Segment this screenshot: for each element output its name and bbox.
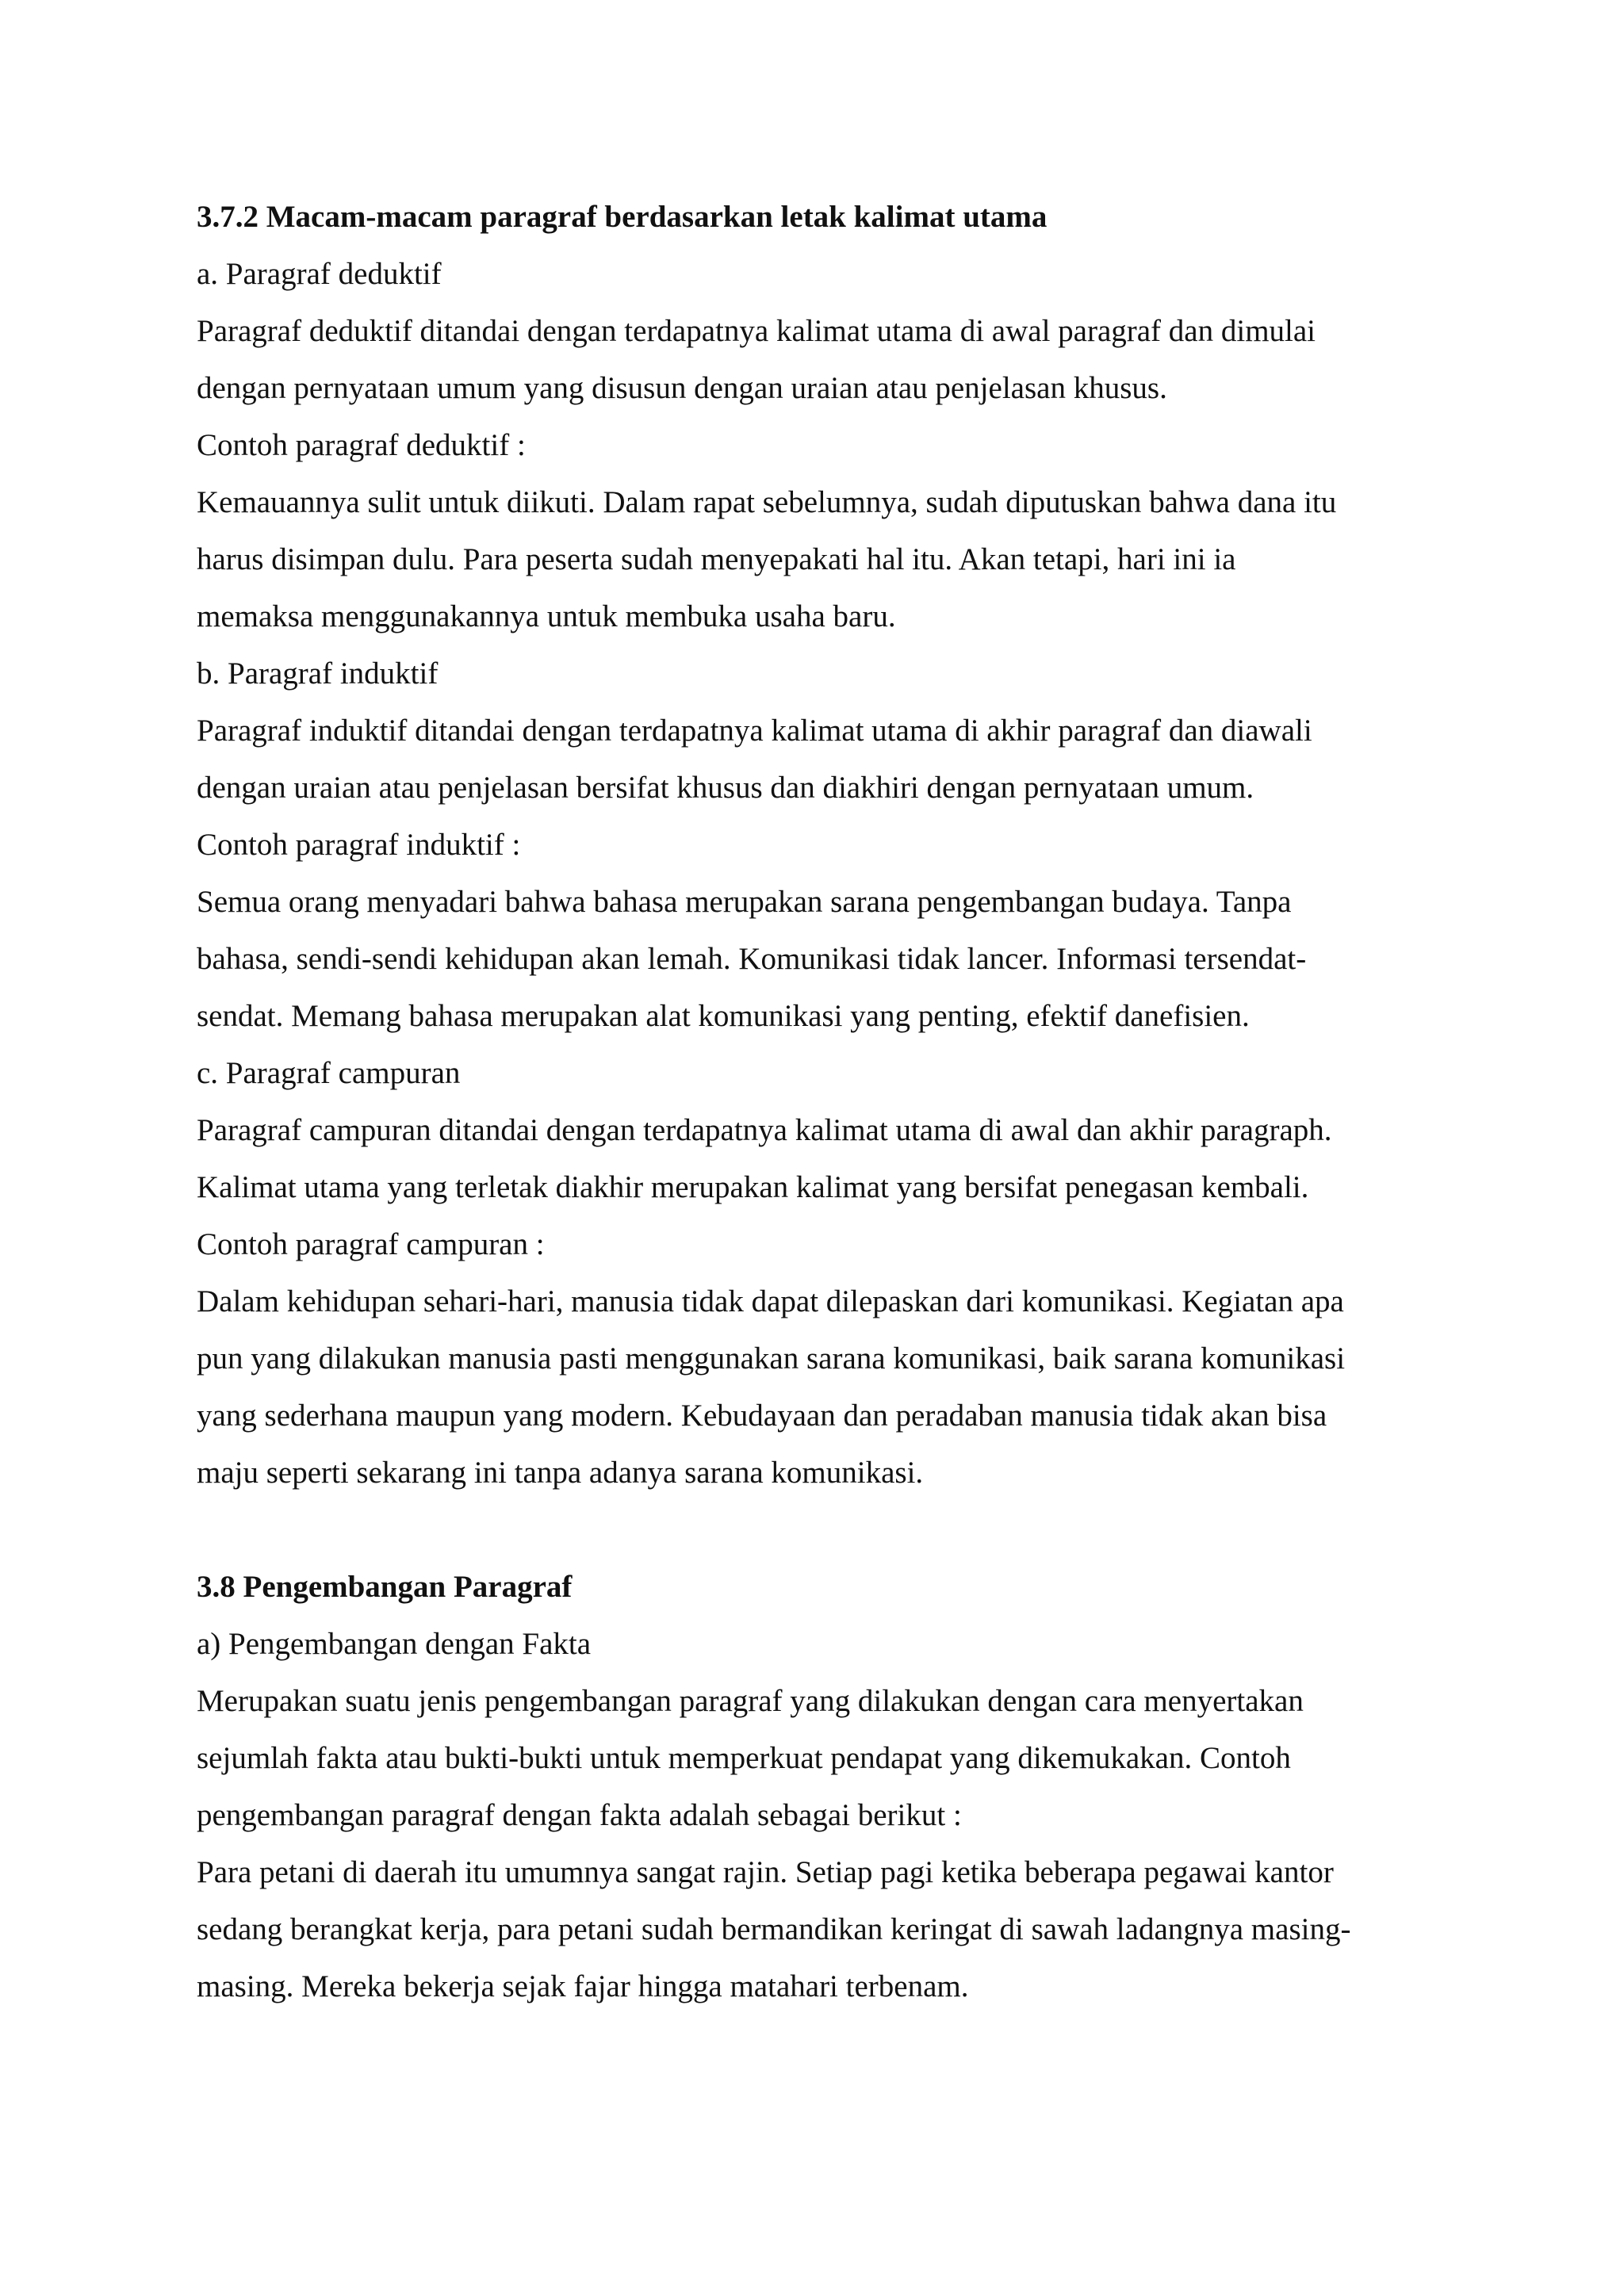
paragraph-line: Kalimat utama yang terletak diakhir merupakan kalimat yang bersifat penegasan kembali. (197, 1170, 1309, 1204)
paragraph-line: dengan uraian atau penjelasan bersifat khusus dan diakhiri dengan pernyataan umum. (197, 771, 1254, 805)
example-line: Dalam kehidupan sehari-hari, manusia tidak dapat dilepaskan dari komunikasi. Kegiatan apa (197, 1284, 1344, 1318)
subsection-title: b. Paragraf induktif (197, 656, 439, 691)
section-heading: 3.8 Pengembangan Paragraf (197, 1570, 573, 1604)
example-line: pun yang dilakukan manusia pasti menggunakan sarana komunikasi, baik sarana komunikasi (197, 1341, 1346, 1376)
paragraph-line: Paragraf induktif ditandai dengan terdapatnya kalimat utama di akhir paragraf dan diawali (197, 714, 1312, 748)
example-line: Para petani di daerah itu umumnya sangat rajin. Setiap pagi ketika beberapa pegawai kantor (197, 1855, 1334, 1889)
example-line: maju seperti sekarang ini tanpa adanya sarana komunikasi. (197, 1456, 924, 1490)
example-line: memaksa menggunakannya untuk membuka usaha baru. (197, 599, 896, 633)
example-line: Semua orang menyadari bahwa bahasa merupakan sarana pengembangan budaya. Tanpa (197, 885, 1292, 919)
example-label: Contoh paragraf deduktif : (197, 428, 526, 462)
section-spacer (197, 1502, 1434, 1559)
example-line: harus disimpan dulu. Para peserta sudah menyepakati hal itu. Akan tetapi, hari ini ia (197, 542, 1236, 576)
paragraph-line: Merupakan suatu jenis pengembangan paragraf yang dilakukan dengan cara menyertakan (197, 1684, 1304, 1718)
subsection-title: a. Paragraf deduktif (197, 257, 442, 291)
example-line: sedang berangkat kerja, para petani sudah bermandikan keringat di sawah ladangnya masing- (197, 1912, 1351, 1946)
example-label: Contoh paragraf induktif : (197, 828, 521, 862)
example-line: yang sederhana maupun yang modern. Kebudayaan dan peradaban manusia tidak akan bisa (197, 1399, 1327, 1433)
example-line: sendat. Memang bahasa merupakan alat komunikasi yang penting, efektif danefisien. (197, 999, 1250, 1033)
paragraph-line: dengan pernyataan umum yang disusun dengan uraian atau penjelasan khusus. (197, 371, 1167, 405)
document-body (197, 189, 1434, 2015)
subsection-title: a) Pengembangan dengan Fakta (197, 1627, 592, 1661)
section-heading: 3.7.2 Macam-macam paragraf berdasarkan letak kalimat utama (197, 200, 1048, 234)
paragraph-line: Paragraf deduktif ditandai dengan terdapatnya kalimat utama di awal paragraf dan dimulai (197, 314, 1316, 348)
paragraph-line: Paragraf campuran ditandai dengan terdapatnya kalimat utama di awal dan akhir paragraph. (197, 1113, 1332, 1147)
example-line: masing. Mereka bekerja sejak fajar hingga matahari terbenam. (197, 1969, 969, 2003)
example-line: bahasa, sendi-sendi kehidupan akan lemah. Komunikasi tidak lancer. Informasi tersendat- (197, 942, 1307, 976)
example-line: Kemauannya sulit untuk diikuti. Dalam rapat sebelumnya, sudah diputuskan bahwa dana itu (197, 485, 1337, 519)
paragraph-line: pengembangan paragraf dengan fakta adalah sebagai berikut : (197, 1798, 962, 1832)
example-label: Contoh paragraf campuran : (197, 1227, 545, 1261)
subsection-title: c. Paragraf campuran (197, 1056, 461, 1090)
paragraph-line: sejumlah fakta atau bukti-bukti untuk memperkuat pendapat yang dikemukakan. Contoh (197, 1741, 1291, 1775)
